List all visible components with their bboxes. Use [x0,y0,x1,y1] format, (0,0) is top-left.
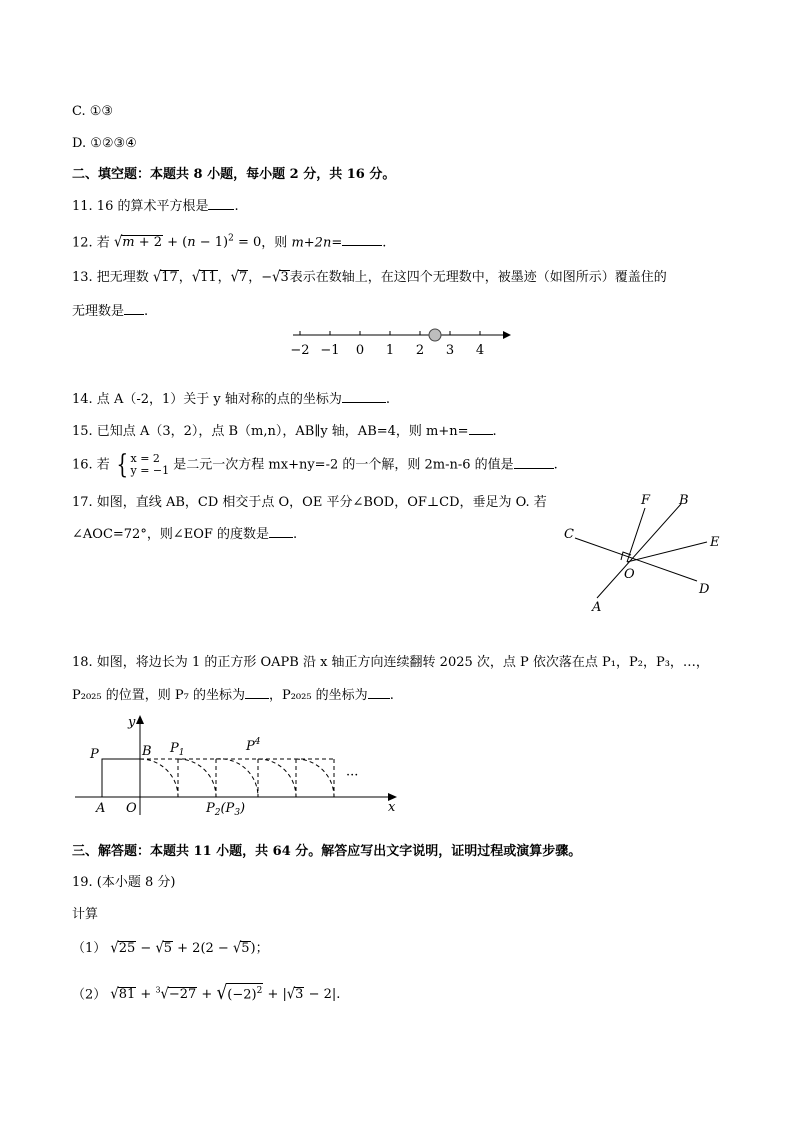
label-a: A [592,600,602,615]
angle-figure [555,490,735,620]
q12-blank [342,233,382,246]
label-b: B [142,744,152,759]
q11-blank [208,197,234,210]
q18-line1: 18. 如图，将边长为 1 的正方形 OAPB 沿 x 轴正方向连续翻转 2025 次，点 P 依次落在点 P₁，P₂，P₃，…， [72,655,709,670]
question-19-instruction: 计算 [72,907,99,922]
number-line-tick-label: −2 [290,343,310,358]
q11-text: 11. 16 的算术平方根是 [72,199,209,214]
number-line-tick-label: 1 [385,343,395,358]
q12-expression: $√m + 2 + (n - 1)^2 = 0$ [113,234,262,252]
q13-line1: 13. 把无理数 [72,270,149,285]
number-line-tick-label: 0 [355,343,365,358]
label-axis-y: y [128,715,136,730]
option-d: D. ①②③④ [72,136,137,151]
q18-line2a: P₂₀₂₅ 的位置，则 P₇ 的坐标为 [72,688,245,703]
label-d: D [699,582,710,597]
q18-line2b: ，P₂₀₂₅ 的坐标为 [268,688,368,703]
arc-4 [258,759,296,797]
q13-line1-tail: 表示在数轴上，在这四个无理数中，被墨迹（如图所示）覆盖住的 [289,270,667,285]
label-p1: $P_1$ [170,741,185,758]
question-18-line1 [72,654,709,672]
q15-blank [469,422,493,435]
number-line-arrow-icon [503,331,511,339]
question-13-line1 [72,269,667,287]
number-line-tick-label: 3 [445,343,455,358]
question-13-line2: 无理数是 . [72,304,149,319]
question-11: 11. 16 的算术平方根是 . [72,199,239,214]
q17-line2: ∠AOC=72°，则∠EOF 的度数是 [72,527,270,542]
label-axis-x: x [388,800,396,815]
label-f: F [641,493,651,508]
arc-3 [216,759,258,797]
y-axis-arrow-icon [136,715,144,724]
section3-heading: 三、解答题：本题共 11 小题，共 64 分。解答应写出文字说明，证明过程或演算步骤。 [72,844,582,859]
question-14: 14. 点 A（-2，1）关于 y 轴对称的点的坐标为 . [72,392,391,407]
arc-5 [296,759,334,797]
q12-tail: m+2n= [291,235,343,251]
q13-line2: 无理数是 [72,304,125,319]
q16-system [131,453,170,477]
arc-2 [178,759,216,797]
arc-1 [140,759,178,797]
label-p4: $P^4$ [246,737,261,754]
question-18-line2: P₂₀₂₅ 的位置，则 P₇ 的坐标为 ，P₂₀₂₅ 的坐标为 . [72,688,394,703]
question-19-part1 [72,940,269,958]
label-a: A [96,801,106,816]
section2-heading: 二、填空题：本题共 8 小题，每小题 2 分，共 16 分。 [72,167,396,182]
q17-blank [269,525,293,538]
label-o: O [126,801,137,816]
label-p: P [90,747,99,762]
q12-num: 12. 若 [72,235,110,251]
q18-blank2 [368,686,390,699]
square-oapb [102,759,140,797]
q19-p1-label: （1） [72,941,107,956]
q13-blank [124,302,144,315]
q18-blank1 [245,686,269,699]
q15-text: 15. 已知点 A（3，2），点 B（m,n），AB∥y 轴，AB=4，则 m+n= [72,424,469,439]
option-c: C. ①③ [72,104,114,119]
label-p2-p3: $P_2(P_3)$ [206,801,246,818]
question-17-line2: ∠AOC=72°，则∠EOF 的度数是 . [72,527,298,542]
q16-brace: { [116,450,129,480]
q19-p2-label: （2） [72,987,107,1003]
flip-square-figure [70,712,410,822]
label-c: C [564,527,574,542]
q16-blank [514,456,554,469]
q13-numbers: √17，√11，√7，−√3 [152,268,289,287]
ray-oe [627,542,707,562]
question-15: 15. 已知点 A（3，2），点 B（m,n），AB∥y 轴，AB=4，则 m+n= . [72,424,497,439]
number-line-tick-label: −1 [320,343,340,358]
line-ab [597,504,681,598]
q16-tail: 是二元一次方程 mx+ny=-2 的一个解，则 2m-n-6 的值是 [173,457,514,473]
q17-line1: 17. 如图，直线 AB，CD 相交于点 O，OE 平分∠BOD，OF⊥CD，垂足为 O. 若 [72,495,547,510]
question-19-part2 [72,982,340,1004]
number-line-tick-label: 2 [415,343,425,358]
ink-blot [429,329,441,341]
number-line-figure [285,322,515,362]
label-b: B [679,493,689,508]
q16-sys2: y = −1 [130,464,170,477]
question-16: 16. 若 { x = 2 y = −1 是二元一次方程 mx+ny=-2 的一个解，则 2m-n-6 的值是 . [72,450,558,480]
label-o: O [624,567,635,582]
question-17-line1 [72,494,547,512]
label-e: E [710,535,720,550]
q16-sys1: x = 2 [130,452,160,465]
q19-p2-expression: $√81 + ^3√-27 + √(-2)^2 + |√3 - 2|$. [110,981,341,1005]
q19-p1-expression: √25 − √5 + 2(2 − √5)； [110,939,269,958]
q12-mid: ，则 [261,235,288,251]
q14-blank [342,390,386,403]
number-line-tick-label: 4 [475,343,485,358]
question-12: 12. 若 $√m + 2 + (n - 1)^2 = 0$，则 m+2n= . [72,234,387,252]
q16-num: 16. 若 [72,457,110,473]
q14-text: 14. 点 A（-2，1）关于 y 轴对称的点的坐标为 [72,392,342,407]
label-ellipsis: ··· [346,768,359,783]
question-19-title: 19. (本小题 8 分) [72,875,176,890]
